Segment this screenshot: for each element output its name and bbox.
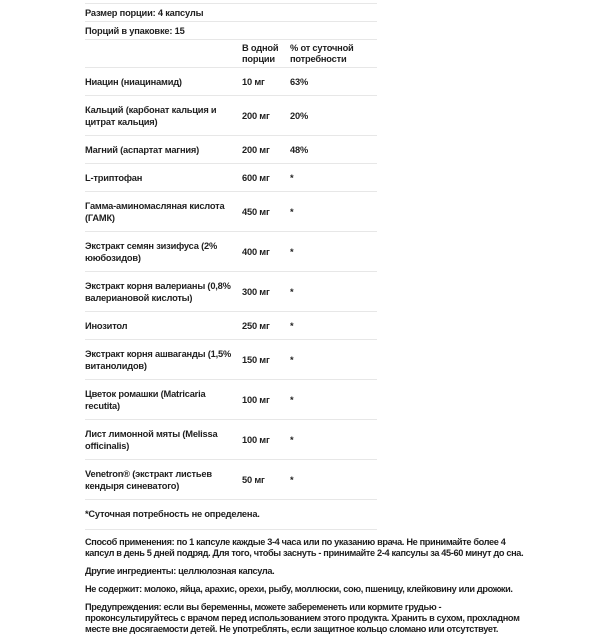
ingredient-amount: 600 мг xyxy=(242,172,270,183)
ingredient-name: Инозитол xyxy=(85,320,128,331)
ingredient-amount: 100 мг xyxy=(242,394,270,405)
ingredient-row xyxy=(85,340,377,380)
ingredient-daily-value: * xyxy=(290,474,294,485)
ingredient-name: Гамма-аминомасляная кислота (ГАМК) xyxy=(85,200,225,223)
ingredient-name: Экстракт корня валерианы (0,8% валериановой кислоты) xyxy=(85,280,231,303)
ingredient-daily-value: * xyxy=(290,354,294,365)
ingredient-name: Цветок ромашки (Matricaria recutita) xyxy=(85,388,206,411)
ingredient-name: L-триптофан xyxy=(85,172,143,183)
amount-column-header: В одной порции xyxy=(242,43,279,64)
ingredient-name: Экстракт корня ашваганды (1,5% витанолидов) xyxy=(85,348,232,371)
ingredient-daily-value: * xyxy=(290,286,294,297)
footnote-text: *Суточная потребность не определена. xyxy=(85,509,260,519)
ingredient-row xyxy=(85,192,377,232)
ingredient-amount: 100 мг xyxy=(242,434,270,445)
ingredient-amount: 10 мг xyxy=(242,76,265,87)
info-paragraph: Способ применения: по 1 капсуле каждые 3-4 часа или по указанию врача. Не принимайте более 4 капсул в день 5 дней подряд. Для того, чтобы заснуть - принимайте 2-4 капсулы за 45-60 минут до сна. xyxy=(85,537,524,558)
footnote-row xyxy=(85,500,377,530)
serving-size-text: Размер порции: 4 капсулы xyxy=(85,8,204,18)
info-paragraph: Не содержит: молоко, яйца, арахис, орехи, рыбу, моллюски, сою, пшеницу, клейковину или дрожжи. xyxy=(85,584,513,594)
ingredient-daily-value: * xyxy=(290,394,294,405)
ingredient-name: Кальций (карбонат кальция и цитрат кальция) xyxy=(85,104,217,127)
ingredient-amount: 250 мг xyxy=(242,320,270,331)
ingredient-row xyxy=(85,420,377,460)
ingredient-amount: 150 мг xyxy=(242,354,270,365)
servings-per-container-row xyxy=(85,22,377,40)
ingredient-amount: 400 мг xyxy=(242,246,270,257)
ingredient-name: Магний (аспартат магния) xyxy=(85,144,200,155)
ingredient-daily-value: * xyxy=(290,206,294,217)
supplement-facts-content xyxy=(85,3,527,642)
ingredient-row xyxy=(85,272,377,312)
daily-value-column-header: % от суточной потребности xyxy=(290,43,354,64)
ingredient-row xyxy=(85,96,377,136)
info-paragraphs xyxy=(85,537,527,635)
ingredient-amount: 300 мг xyxy=(242,286,270,297)
ingredient-row xyxy=(85,460,377,500)
ingredient-name: Venetron® (экстракт листьев кендыря синеватого) xyxy=(85,468,212,491)
ingredient-daily-value: * xyxy=(290,246,294,257)
facts-table xyxy=(85,3,377,530)
ingredient-row xyxy=(85,164,377,192)
ingredient-row xyxy=(85,312,377,340)
ingredient-amount: 450 мг xyxy=(242,206,270,217)
ingredient-amount: 200 мг xyxy=(242,110,270,121)
ingredient-amount: 200 мг xyxy=(242,144,270,155)
ingredient-daily-value: 63% xyxy=(290,76,309,87)
ingredient-daily-value: 20% xyxy=(290,110,309,121)
ingredient-name: Лист лимонной мяты (Melissa officinalis) xyxy=(85,428,218,451)
ingredient-rows xyxy=(85,68,377,500)
ingredient-name: Экстракт семян зизифуса (2% ююбозидов) xyxy=(85,240,218,263)
ingredient-daily-value: * xyxy=(290,320,294,331)
ingredient-row xyxy=(85,136,377,164)
servings-per-container-text: Порций в упаковке: 15 xyxy=(85,26,185,36)
serving-size-row xyxy=(85,4,377,22)
ingredient-row xyxy=(85,380,377,420)
facts-header-row xyxy=(85,40,377,68)
ingredient-row xyxy=(85,68,377,96)
info-paragraph: Предупреждения: если вы беременны, можете забеременеть или кормите грудью - проконсультируйтесь с врачом перед использованием этого продукта. Хранить в сухом, прохладном месте вне досягаемости детей. Не употреблять, если защитное кольцо сломано или отсутствует. xyxy=(85,602,520,634)
ingredient-amount: 50 мг xyxy=(242,474,265,485)
ingredient-daily-value: 48% xyxy=(290,144,309,155)
info-paragraph: Другие ингредиенты: целлюлозная капсула. xyxy=(85,566,275,576)
ingredient-daily-value: * xyxy=(290,434,294,445)
ingredient-name: Ниацин (ниацинамид) xyxy=(85,76,182,87)
ingredient-daily-value: * xyxy=(290,172,294,183)
ingredient-row xyxy=(85,232,377,272)
